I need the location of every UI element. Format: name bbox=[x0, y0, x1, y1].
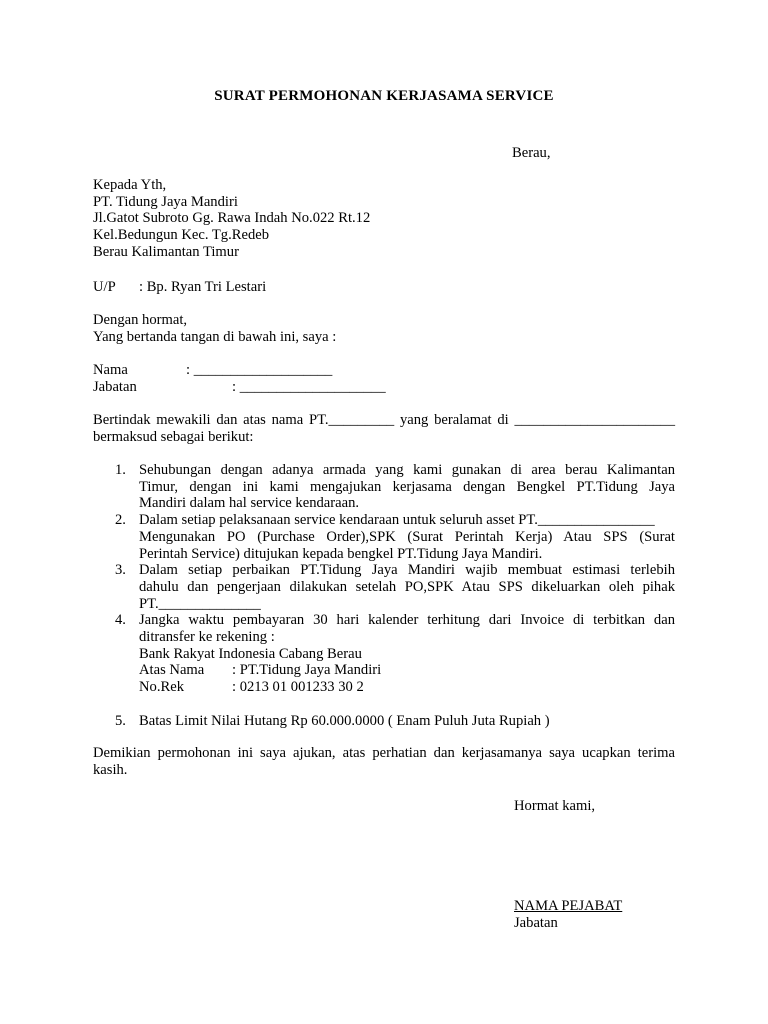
item-line: Jangka waktu pembayaran 30 hari kalender terhitung dari Invoice di terbitkan dan bbox=[139, 612, 675, 629]
position-field: : ____________________ bbox=[232, 378, 386, 395]
list-item bbox=[93, 612, 675, 696]
item-line: PT.______________ bbox=[139, 595, 261, 612]
item-line: Mandiri dalam hal service kendaraan. bbox=[139, 495, 360, 512]
item-line: Dalam setiap perbaikan PT.Tidung Jaya Mandiri wajib membuat estimasi terlebih bbox=[139, 562, 675, 579]
item-line: Sehubungan dengan adanya armada yang kami gunakan di area berau Kalimantan bbox=[139, 462, 675, 478]
item-line: Perintah Service) ditujukan kepada bengkel PT.Tidung Jaya Mandiri. bbox=[139, 545, 543, 562]
representation-line: Bertindak mewakili dan atas nama PT._________ yang beralamat di ______________________ bbox=[93, 412, 675, 428]
date-place: Berau, bbox=[512, 145, 551, 161]
attention-line bbox=[93, 279, 266, 296]
recipient-block bbox=[93, 177, 370, 260]
item-line: Dalam setiap pelaksanaan service kendaraan untuk seluruh asset PT.________________ bbox=[139, 512, 655, 529]
letter-title: SURAT PERMOHONAN KERJASAMA SERVICE bbox=[214, 88, 554, 104]
closing-paragraph bbox=[93, 745, 675, 778]
bank-name: Bank Rakyat Indonesia Cabang Berau bbox=[139, 645, 362, 662]
bank-row-label: No.Rek bbox=[139, 679, 184, 696]
item-number: 5. bbox=[115, 712, 126, 729]
bank-row bbox=[139, 679, 675, 696]
identity-block bbox=[93, 362, 386, 395]
recipient-line: Kepada Yth, bbox=[93, 177, 167, 193]
terms-list bbox=[93, 462, 675, 730]
recipient-line: PT. Tidung Jaya Mandiri bbox=[93, 193, 238, 210]
attention-value: : Bp. Ryan Tri Lestari bbox=[139, 279, 267, 295]
name-label: Nama bbox=[93, 362, 128, 378]
item-line: dahulu dan pengerjaan dilakukan setelah PO,SPK Atau SPS dikeluarkan oleh pihak bbox=[139, 578, 675, 595]
greeting-line: Dengan hormat, bbox=[93, 312, 188, 328]
item-number: 1. bbox=[115, 462, 126, 478]
signatory-name: NAMA PEJABAT bbox=[514, 898, 623, 914]
list-item bbox=[93, 562, 675, 612]
item-line: Batas Limit Nilai Hutang Rp 60.000.0000 ( Enam Puluh Juta Rupiah ) bbox=[139, 712, 550, 729]
position-row bbox=[93, 379, 386, 396]
list-item bbox=[93, 512, 675, 562]
recipient-line: Kel.Bedungun Kec. Tg.Redeb bbox=[93, 227, 270, 244]
item-number: 4. bbox=[115, 612, 126, 629]
attention-label: U/P bbox=[93, 279, 116, 295]
signatory-position: Jabatan bbox=[514, 915, 558, 931]
bank-row-value: : PT.Tidung Jaya Mandiri bbox=[232, 662, 382, 679]
recipient-line: Berau Kalimantan Timur bbox=[93, 243, 239, 260]
bank-row-value: : 0213 01 001233 30 2 bbox=[232, 679, 364, 696]
item-line: Mengunakan PO (Purchase Order),SPK (Surat Perintah Kerja) Atau SPS (Surat bbox=[139, 528, 675, 545]
representation-line: bermaksud sebagai berikut: bbox=[93, 428, 254, 445]
list-item bbox=[93, 462, 675, 512]
signoff: Hormat kami, bbox=[514, 798, 596, 814]
item-line: ditransfer ke rekening : bbox=[139, 629, 275, 646]
name-row bbox=[93, 362, 386, 379]
representation-paragraph bbox=[93, 412, 675, 445]
list-item bbox=[93, 713, 675, 730]
closing-line: Demikian permohonan ini saya ajukan, atas perhatian dan kerjasamanya saya ucapkan terima bbox=[93, 745, 675, 761]
greeting-line: Yang bertanda tangan di bawah ini, saya : bbox=[93, 328, 337, 345]
item-line: Timur, dengan ini kami mengajukan kerjasama dengan Bengkel PT.Tidung Jaya bbox=[139, 478, 675, 495]
recipient-line: Jl.Gatot Subroto Gg. Rawa Indah No.022 Rt.12 bbox=[93, 210, 371, 227]
bank-row bbox=[139, 662, 675, 679]
item-number: 3. bbox=[115, 562, 126, 579]
bank-row-label: Atas Nama bbox=[139, 662, 205, 679]
list-spacer bbox=[93, 696, 675, 713]
item-number: 2. bbox=[115, 512, 126, 529]
closing-line: kasih. bbox=[93, 761, 128, 778]
name-field: : ___________________ bbox=[186, 362, 333, 378]
position-label: Jabatan bbox=[93, 378, 137, 395]
greeting-block bbox=[93, 312, 336, 345]
